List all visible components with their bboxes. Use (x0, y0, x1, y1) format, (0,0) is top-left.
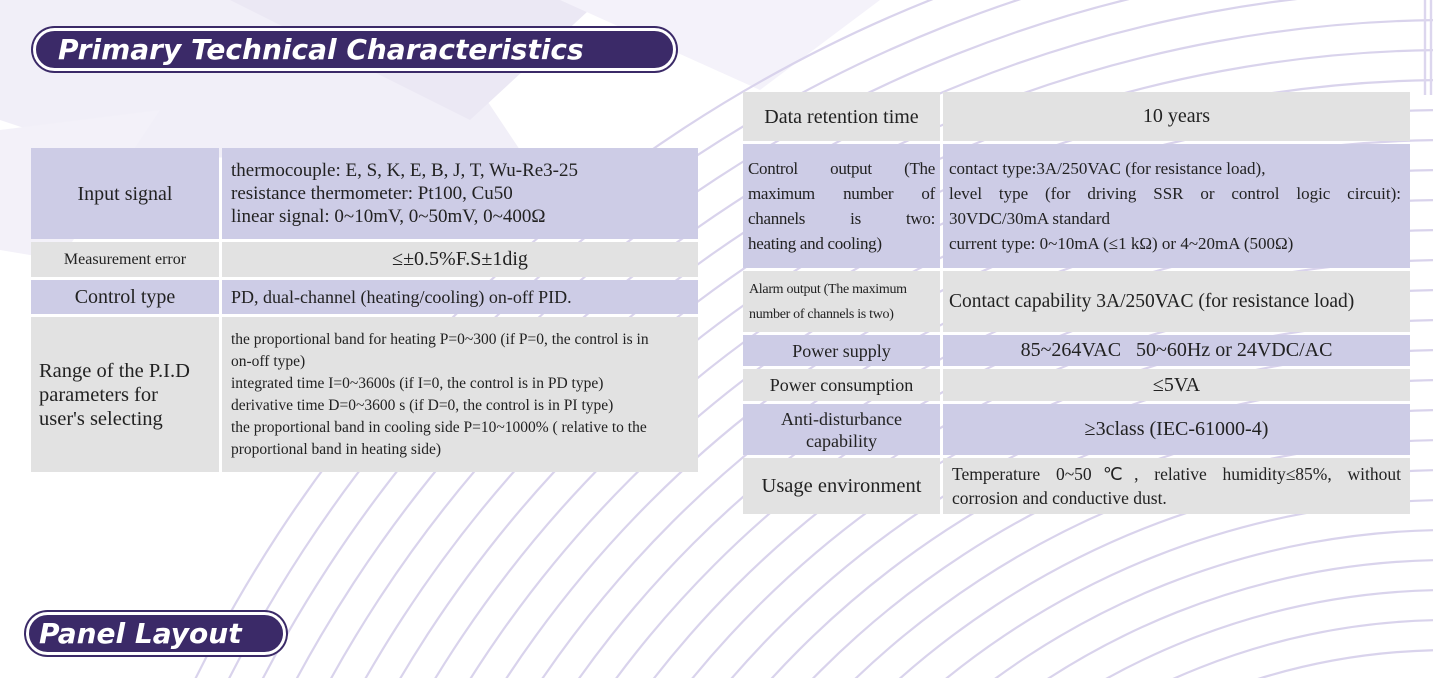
table-row-alarm-output (743, 271, 1410, 332)
row-value (222, 148, 698, 239)
row-label: Power consumption (769, 375, 914, 395)
label-line: parameters for (39, 383, 158, 406)
row-label: Measurement error (63, 250, 187, 268)
spec-table-left (28, 145, 701, 475)
table-row-control-output (743, 144, 1410, 268)
table-row-power-supply (743, 335, 1410, 366)
row-value: 10 years (1142, 105, 1211, 127)
table-row-anti-disturbance (743, 404, 1410, 455)
value-line: level type (for driving SSR or control logic circuit): (949, 184, 1401, 203)
value-line: linear signal: 0~10mV, 0~50mV, 0~400Ω (231, 206, 546, 227)
section-heading-panel (26, 612, 286, 655)
label-line: Anti-disturbance (781, 408, 902, 429)
value-line: integrated time I=0~3600s (if I=0, the control is in PD type) (231, 374, 604, 392)
row-value: Contact capability 3A/250VAC (for resistance load) (949, 291, 1355, 312)
value-line: contact type:3A/250VAC (for resistance load), (949, 159, 1266, 178)
value-line: the proportional band in cooling side P=10~1000% ( relative to the (231, 418, 647, 436)
value-line: proportional band in heating side) (231, 440, 442, 458)
row-value: ≤±0.5%F.S±1dig (392, 248, 528, 270)
row-label (743, 144, 940, 268)
spec-table-right (740, 89, 1413, 517)
row-label: Power supply (792, 340, 891, 361)
row-value: ≥3class (IEC-61000-4) (1084, 418, 1269, 440)
label-line: user's selecting (39, 407, 163, 430)
row-value: PD, dual-channel (heating/cooling) on-off PID. (231, 286, 572, 307)
table-row-measurement-error (31, 242, 698, 277)
row-value (943, 458, 1410, 514)
row-label: Control type (74, 286, 176, 308)
row-value: 85~264VAC 50~60Hz or 24VDC/AC (1020, 339, 1333, 361)
section-heading-text: Primary Technical Characteristics (58, 33, 584, 66)
table-row-data-retention (743, 92, 1410, 141)
section-heading-text: Panel Layout (39, 617, 242, 650)
row-label (31, 317, 219, 472)
row-label (743, 271, 940, 332)
row-value: ≤5VA (1152, 373, 1201, 396)
value-line: thermocouple: E, S, K, E, B, J, T, Wu-Re3-25 (231, 160, 579, 181)
label-line: Range of the P.I.D (39, 359, 190, 382)
row-label: Input signal (77, 182, 173, 205)
label-line: capability (806, 430, 877, 451)
label-line: maximum number of (748, 184, 935, 203)
table-row-pid-range (31, 317, 698, 472)
label-line: number of channels is two) (749, 306, 894, 322)
value-line: 30VDC/30mA standard (949, 209, 1111, 228)
label-line: Control output (The (748, 159, 935, 178)
row-value (943, 144, 1410, 268)
label-line: channels is two: (748, 209, 935, 228)
section-heading-primary (33, 28, 676, 71)
value-line: resistance thermometer: Pt100, Cu50 (231, 183, 513, 204)
row-value (222, 317, 698, 472)
row-label: Usage environment (761, 475, 922, 497)
value-line: on-off type) (231, 352, 306, 370)
row-label: Data retention time (764, 105, 919, 128)
table-row-input-signal (31, 148, 698, 239)
label-line: heating and cooling) (748, 234, 882, 253)
table-row-power-consumption (743, 369, 1410, 401)
value-line: the proportional band for heating P=0~300 (if P=0, the control is in (231, 330, 649, 348)
value-line: derivative time D=0~3600 s (if D=0, the control is in PI type) (231, 396, 614, 414)
table-row-usage-environment (743, 458, 1410, 514)
value-line: current type: 0~10mA (≤1 kΩ) or 4~20mA (500Ω) (949, 234, 1294, 253)
value-line: Temperature 0~50℃, relative humidity≤85%, without (952, 464, 1401, 484)
value-line: corrosion and conductive dust. (952, 488, 1167, 508)
label-line: Alarm output (The maximum (749, 281, 907, 297)
row-label (743, 404, 940, 455)
table-row-control-type (31, 280, 698, 314)
